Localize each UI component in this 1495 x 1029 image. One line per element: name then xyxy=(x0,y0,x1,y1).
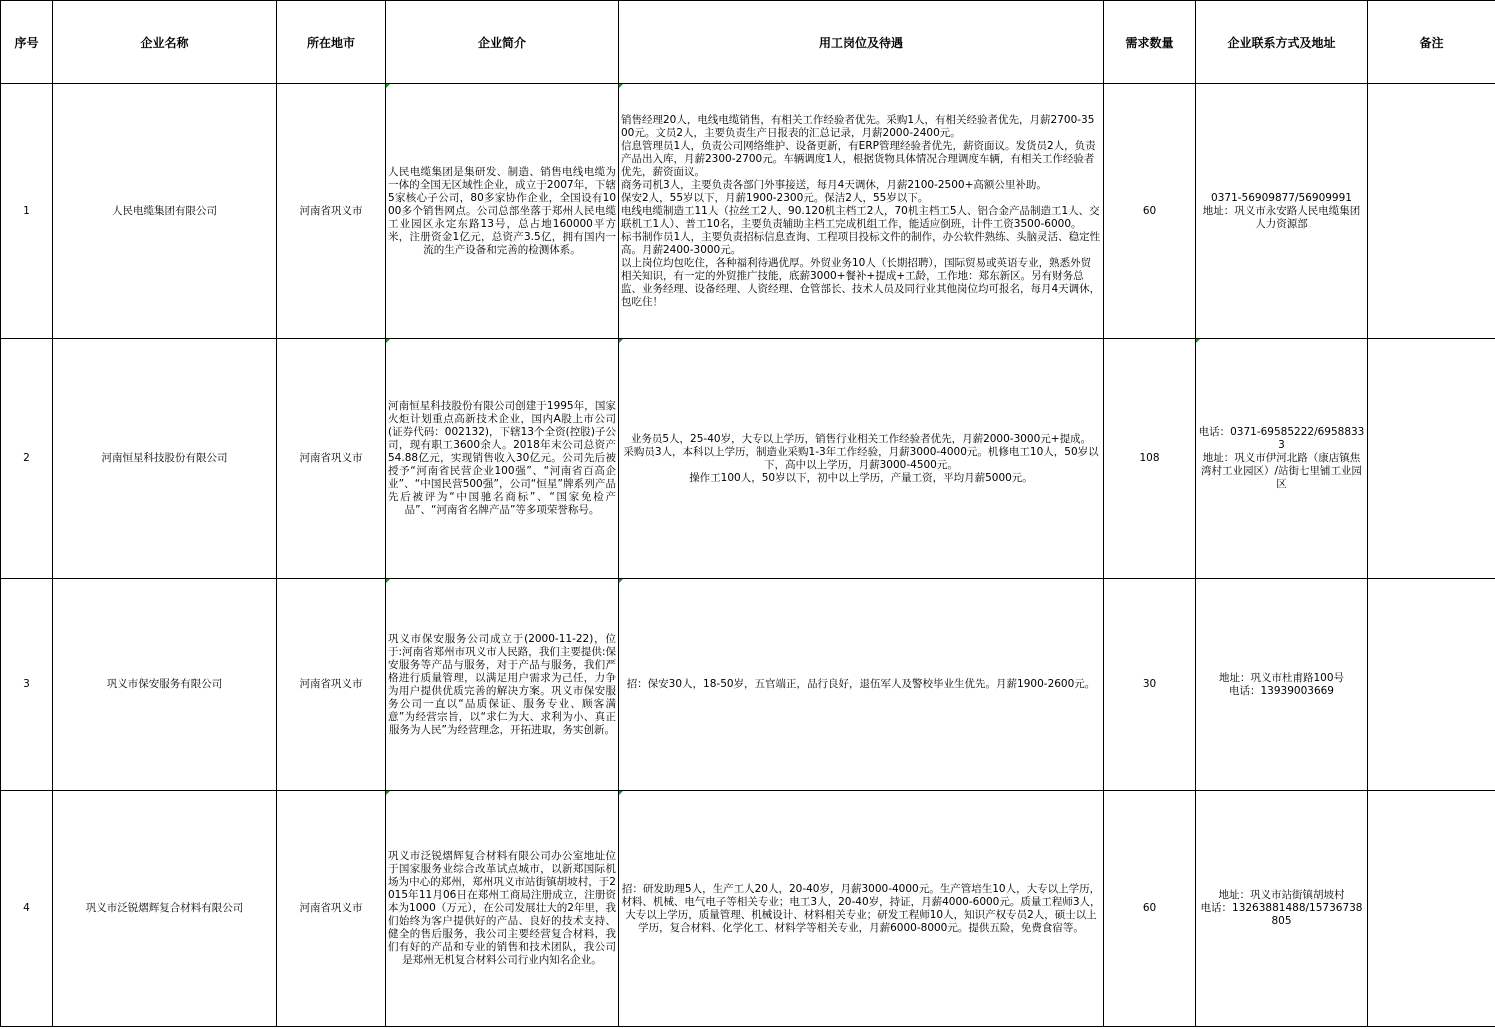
table-row xyxy=(1,339,1495,579)
header-contact: 企业联系方式及地址 xyxy=(1196,1,1368,84)
table-row xyxy=(1,579,1495,791)
cell-city: 河南省巩义市 xyxy=(277,791,386,1027)
cell-jobs: 招：保安30人，18-50岁，五官端正，品行良好，退伍军人及警校毕业生优先。月薪1900-2600元。 xyxy=(619,579,1104,791)
header-company: 企业名称 xyxy=(53,1,277,84)
header-remark: 备注 xyxy=(1368,1,1495,84)
cell-remark xyxy=(1368,84,1495,339)
cell-contact: 0371-56909877/56909991 地址：巩义市永安路人民电缆集团人力资源部 xyxy=(1196,84,1368,339)
cell-company: 巩义市保安服务有限公司 xyxy=(53,579,277,791)
cell-intro: 人民电缆集团是集研发、制造、销售电线电缆为一体的全国无区域性企业，成立于2007年，下辖5家核心子公司，80多家协作企业，全国设有1000多个销售网点。公司总部坐落于郑州人民电缆工业园区永定东路13号，总占地160000平方米，注册资金1亿元，总资产3.5亿，拥有国内一流的生产设备和完善的检测体系。 xyxy=(386,84,619,339)
header-city: 所在地市 xyxy=(277,1,386,84)
header-quantity: 需求数量 xyxy=(1104,1,1196,84)
cell-jobs: 销售经理20人，电线电缆销售，有相关工作经验者优先。采购1人，有相关经验者优先，月薪2700-3500元。文员2人，主要负责生产日报表的汇总记录，月薪2000-2400元。 信息管理员1人，负责公司网络维护、设备更新，有ERP管理经验者优先，薪资面议。发货员2人，负责产品出入库，月薪2300-2700元。车辆调度1人，根据货物具体情况合理调度车辆，有相关工作经验者优先，薪资面议。 商务司机3人，主要负责各部门外事接送，每月4天调休，月薪2100-2500+高额公里补助。 保安2人，55岁以下，月薪1900-2300元。保洁2人，55岁以下。 电线电缆制造工11人（拉丝工2人、90.120机主档工2人，70机主档工5人、铝合金产品制造工1人、交联机工1人）、普工10名，主要负责辅助主档工完成机组工作，能适应倒班，计件工资3500-6000。 标书制作员1人，主要负责招标信息查询、工程项目投标文件的制作，办公软件熟练、头脑灵活、稳定性高。月薪2400-3000元。 以上岗位均包吃住，各种福利待遇优厚。外贸业务10人（长期招聘），国际贸易或英语专业，熟悉外贸相关知识，有一定的外贸推广技能，底薪3000+餐补+提成+工龄，工作地：郑东新区。另有财务总监、业务经理、设备经理、人资经理、仓管部长、技术人员及同行业其他岗位均可报名，每月4天调休，包吃住！ xyxy=(619,84,1104,339)
cell-contact: 地址：巩义市站街镇胡坡村 电话：13263881488/15736738805 xyxy=(1196,791,1368,1027)
cell-quantity: 108 xyxy=(1104,339,1196,579)
cell-company: 巩义市泛锐熠辉复合材料有限公司 xyxy=(53,791,277,1027)
cell-city: 河南省巩义市 xyxy=(277,339,386,579)
cell-contact: 地址：巩义市杜甫路100号 电话：13939003669 xyxy=(1196,579,1368,791)
cell-quantity: 60 xyxy=(1104,791,1196,1027)
cell-intro: 巩义市泛锐熠辉复合材料有限公司办公室地址位于国家服务业综合改革试点城市，以新郑国际机场为中心的郑州，郑州巩义市站街镇胡坡村，于2015年11月06日在郑州工商局注册成立，注册资本为1000（万元），在公司发展壮大的2年里，我们始终为客户提供好的产品、良好的技术支持、健全的售后服务，我公司主要经营复合材料，我们有好的产品和专业的销售和技术团队，我公司是郑州无机复合材料公司行业内知名企业。 xyxy=(386,791,619,1027)
cell-company: 人民电缆集团有限公司 xyxy=(53,84,277,339)
cell-quantity: 30 xyxy=(1104,579,1196,791)
cell-remark xyxy=(1368,791,1495,1027)
cell-jobs: 招：研发助理5人，生产工人20人，20-40岁，月薪3000-4000元。生产管培生10人，大专以上学历，材料、机械、电气电子等相关专业；电工3人，20-40岁，持证，月薪4000-6000元。质量工程师3人，大专以上学历，质量管理、机械设计、材料相关专业；研发工程师10人，知识产权专员2人，硕士以上学历，复合材料、化学化工、材料学等相关专业，月薪6000-8000元。提供五险，免费食宿等。 xyxy=(619,791,1104,1027)
table-row xyxy=(1,791,1495,1027)
header-intro: 企业简介 xyxy=(386,1,619,84)
cell-contact: 电话：0371-69585222/69588333 地址：巩义市伊河北路（康店镇焦湾村工业园区）/站街七里铺工业园区 xyxy=(1196,339,1368,579)
table-row xyxy=(1,84,1495,339)
cell-no: 4 xyxy=(1,791,53,1027)
cell-company: 河南恒星科技股份有限公司 xyxy=(53,339,277,579)
cell-remark xyxy=(1368,579,1495,791)
cell-jobs: 业务员5人，25-40岁，大专以上学历，销售行业相关工作经验者优先，月薪2000-3000元+提成。 采购员3人，本科以上学历，制造业采购1-3年工作经验，月薪3000-4000元。机修电工10人，50岁以下，高中以上学历，月薪3000-4500元。 操作工100人，50岁以下，初中以上学历，产量工资，平均月薪5000元。 xyxy=(619,339,1104,579)
cell-no: 2 xyxy=(1,339,53,579)
cell-no: 1 xyxy=(1,84,53,339)
cell-city: 河南省巩义市 xyxy=(277,579,386,791)
cell-remark xyxy=(1368,339,1495,579)
cell-city: 河南省巩义市 xyxy=(277,84,386,339)
cell-no: 3 xyxy=(1,579,53,791)
cell-quantity: 60 xyxy=(1104,84,1196,339)
header-no: 序号 xyxy=(1,1,53,84)
header-jobs: 用工岗位及待遇 xyxy=(619,1,1104,84)
header-row xyxy=(1,1,1495,84)
cell-intro: 巩义市保安服务公司成立于(2000-11-22)，位于:河南省郑州市巩义市人民路，我们主要提供:保安服务等产品与服务，对于产品与服务，我们严格进行质量管理，以满足用户需求为己任，力争为用户提供优质完善的解决方案。巩义市保安服务公司一直以“品质保证、服务专业、顾客满意”为经营宗旨，以“求仁为大、求利为小、真正服务为人民”为经营理念，开拓进取，务实创新。 xyxy=(386,579,619,791)
cell-intro: 河南恒星科技股份有限公司创建于1995年，国家火炬计划重点高新技术企业，国内A股上市公司(证券代码：002132)，下辖13个全资(控股)子公司，现有职工3600余人。2018年末公司总资产54.88亿元，实现销售收入30亿元。公司先后被授予“河南省民营企业100强”、“河南省百高企业”、“中国民营500强”，公司“恒星”牌系列产品先后被评为“中国驰名商标”、“国家免检产品”、“河南省名牌产品”等多项荣誉称号。 xyxy=(386,339,619,579)
